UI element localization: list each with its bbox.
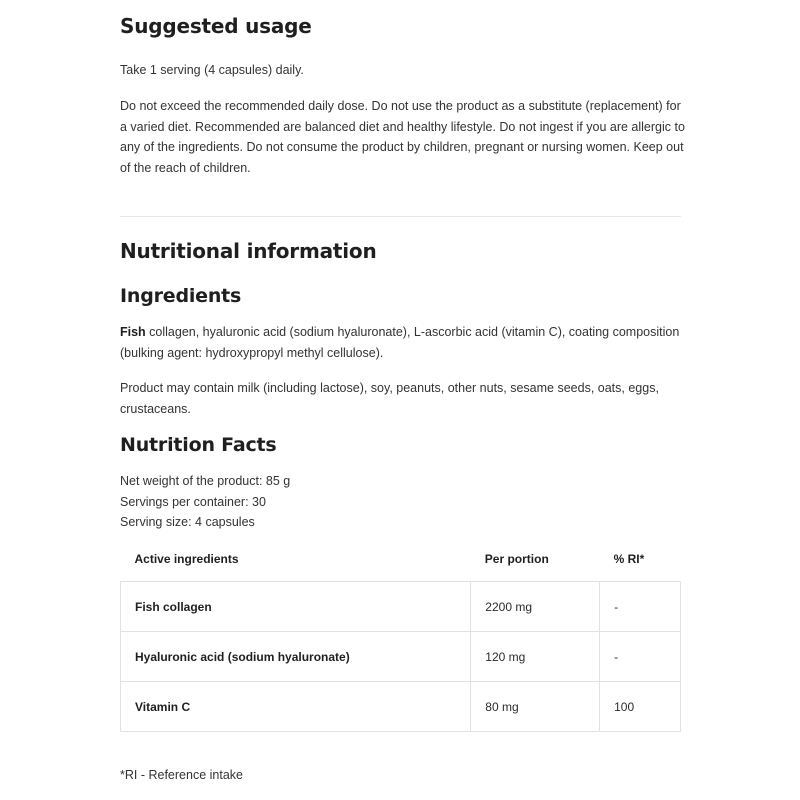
ri-footnote: *RI - Reference intake: [120, 768, 243, 782]
may-contain-text: Product may contain milk (including lactose), soy, peanuts, other nuts, sesame seeds, oats, eggs, crustaceans.: [120, 381, 659, 416]
ingredients-text: [120, 322, 681, 363]
suggested-usage-heading: Suggested usage: [120, 14, 312, 38]
table-row: [121, 582, 681, 632]
serving-size: Serving size: 4 capsules: [120, 515, 255, 529]
header-per-portion: Per portion: [484, 552, 549, 566]
ri-value: -: [600, 632, 681, 682]
per-portion-value: 2200 mg: [471, 582, 600, 632]
header-active-ingredients: Active ingredients: [134, 552, 239, 566]
product-facts: [120, 471, 290, 533]
section-divider: [120, 216, 681, 217]
per-portion-value: 120 mg: [471, 632, 600, 682]
table-row: [121, 682, 681, 732]
table-row: [121, 632, 681, 682]
nutritional-information-heading: Nutritional information: [120, 239, 377, 263]
ri-value: 100: [600, 682, 681, 732]
ingredient-name: Vitamin C: [121, 682, 471, 732]
nutrition-facts-heading: Nutrition Facts: [120, 434, 277, 456]
serving-instruction: Take 1 serving (4 capsules) daily.: [120, 63, 304, 77]
ingredients-heading: Ingredients: [120, 285, 242, 307]
ingredients-list: collagen, hyaluronic acid (sodium hyaluronate), L-ascorbic acid (vitamin C), coating composition (bulking agent: hydroxypropyl methyl cellulose).: [120, 325, 680, 360]
servings-per-container: Servings per container: 30: [120, 494, 266, 509]
nutrition-table: [120, 537, 681, 732]
ri-value: -: [600, 582, 681, 632]
ingredient-name: Hyaluronic acid (sodium hyaluronate): [121, 632, 471, 682]
net-weight: Net weight of the product: 85 g: [120, 474, 291, 488]
header-ri: % RI*: [613, 552, 645, 566]
allergen-word: Fish: [120, 325, 146, 339]
usage-warning: Do not exceed the recommended daily dose. Do not use the product as a substitute (replacement) for a varied diet. Recommended are balanced diet and healthy lifestyle. Do not ingest if you are allergic to any of the ingredients. Do not consume the product by children, pregnant or nursing women. Keep out of the reach of children.: [120, 99, 685, 175]
ingredient-name: Fish collagen: [121, 582, 471, 632]
table-header-row: [121, 537, 681, 582]
per-portion-value: 80 mg: [471, 682, 600, 732]
